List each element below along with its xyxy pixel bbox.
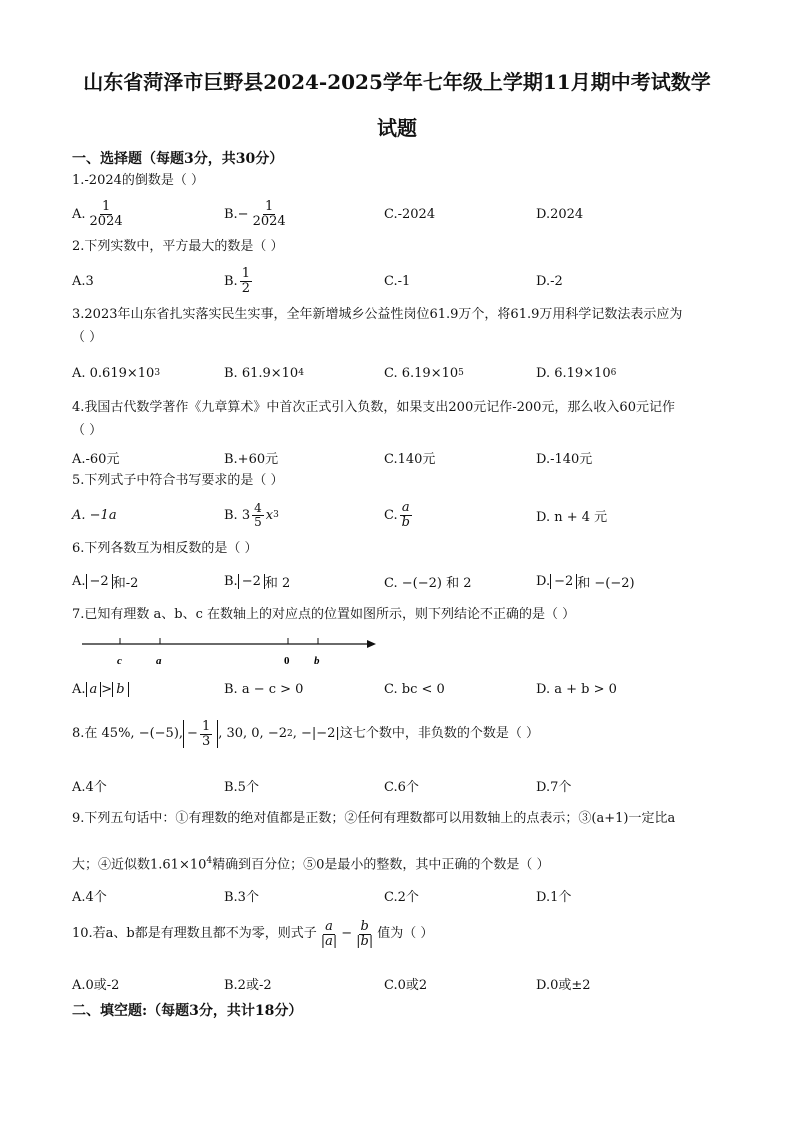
option-a[interactable]: A. 0.619×10 3 [72, 365, 161, 381]
option-d[interactable]: D. −2 和 −(−2) [536, 573, 635, 591]
question-10-stem: 10.若a、b都是有理数且都不为零，则式子 $\frac{a}{|a|}$ − $\frac{b}{|b|}$ 值为（ ） [72, 919, 434, 949]
option-b[interactable]: B. 3 $\frac{4}{5}$ x 3 [224, 500, 279, 529]
question-6-options [72, 564, 752, 598]
option-b[interactable]: B.+60元 [224, 451, 279, 467]
option-a[interactable]: A. $\frac{1}{2024}$ [72, 198, 123, 229]
option-c[interactable]: C.0或2 [384, 977, 428, 993]
option-a[interactable]: A. −1a [72, 507, 117, 523]
option-d[interactable]: D.2024 [536, 206, 584, 222]
option-d[interactable]: D.1个 [536, 889, 572, 905]
option-d[interactable]: D.-140元 [536, 451, 593, 467]
question-6-stem: 6.下列各数互为相反数的是（ ） [72, 541, 258, 556]
option-c[interactable]: C.6个 [384, 779, 419, 795]
axis-arrow-icon [367, 640, 376, 648]
option-d[interactable]: D. 6.19×10 6 [536, 365, 617, 381]
exam-title-line2: 试题 [377, 116, 417, 140]
question-3-paren: （ ） [72, 330, 103, 345]
question-4-stem: 4.我国古代数学著作《九章算术》中首次正式引入负数，如果支出200元记作-200元，那么收入60元记作 [72, 400, 675, 415]
question-5-options [72, 498, 752, 532]
option-c[interactable]: C.-2024 [384, 206, 436, 222]
option-b[interactable]: B.3个 [224, 889, 259, 905]
question-4-paren: （ ） [72, 423, 103, 438]
exam-title-line1: 山东省菏泽市巨野县2024-2025学年七年级上学期11月期中考试数学 [83, 70, 711, 94]
axis-label-b: b [314, 655, 320, 667]
option-a[interactable]: A.3 [72, 273, 94, 289]
question-10-options [72, 966, 752, 1000]
option-b[interactable]: B.2或-2 [224, 977, 272, 993]
option-c[interactable]: C.140元 [384, 451, 436, 467]
question-3-stem: 3.2023年山东省扎实落实民生实事，全年新增城乡公益性岗位61.9万个，将61.9万用科学记数法表示应为 [72, 307, 683, 322]
option-c[interactable]: C. −(−2) 和 2 [384, 575, 472, 591]
option-d[interactable]: D. a + b > 0 [536, 681, 617, 697]
option-a[interactable]: A.4个 [72, 889, 107, 905]
option-b[interactable]: B. a − c > 0 [224, 681, 304, 697]
option-c[interactable]: C.-1 [384, 273, 411, 289]
question-1-options [72, 197, 752, 231]
option-a[interactable]: A. a > b [72, 672, 129, 706]
question-8-options [72, 768, 752, 802]
question-9-stem: 9.下列五句话中：①有理数的绝对值都是正数；②任何有理数都可以用数轴上的点表示；③(a+1)一定比a [72, 811, 676, 826]
question-7-stem: 7.已知有理数 a、b、c 在数轴上的对应点的位置如图所示，则下列结论不正确的是（ ） [72, 607, 576, 622]
question-2-stem: 2.下列实数中，平方最大的数是（ ） [72, 239, 284, 254]
option-b[interactable]: B. $\frac{1}{2}$ [224, 265, 250, 296]
question-3-options [72, 356, 752, 390]
option-b[interactable]: B.− $\frac{1}{2024}$ [224, 198, 286, 229]
section-heading-fill: 二、填空题:（每题3分，共计18分） [72, 1003, 303, 1019]
option-c[interactable]: C. bc < 0 [384, 681, 445, 697]
question-9-options [72, 878, 752, 912]
option-c[interactable]: C. $\frac{a}{b}$ [384, 499, 410, 530]
option-d[interactable]: D.-2 [536, 273, 563, 289]
axis-label-c: c [117, 655, 122, 667]
option-b[interactable]: B. −2 和 2 [224, 573, 291, 591]
option-b[interactable]: B. 61.9×10 4 [224, 365, 304, 381]
option-d[interactable]: D. n + 4 元 [536, 509, 608, 525]
axis-label-zero: 0 [284, 655, 290, 667]
question-4-options [72, 440, 752, 474]
question-1-stem: 1.-2024的倒数是（ ） [72, 173, 205, 188]
question-9-stem-cont: 大；④近似数$1.61\times 10^4$精确到百分位；⑤0是最小的整数，其中正确的个数是（ ） [72, 856, 550, 873]
option-c[interactable]: C. 6.19×10 5 [384, 365, 464, 381]
question-5-stem: 5.下列式子中符合书写要求的是（ ） [72, 473, 284, 488]
option-d[interactable]: D.7个 [536, 779, 572, 795]
option-a[interactable]: A.-60元 [72, 451, 120, 467]
question-7-options [72, 672, 752, 706]
axis-label-a: a [156, 655, 162, 667]
option-a[interactable]: A.0或-2 [72, 977, 120, 993]
option-c[interactable]: C.2个 [384, 889, 419, 905]
question-2-options [72, 264, 752, 298]
option-d[interactable]: D.0或±2 [536, 977, 591, 993]
option-b[interactable]: B.5个 [224, 779, 259, 795]
number-line-figure [80, 630, 390, 670]
option-a[interactable]: A.4个 [72, 779, 107, 795]
section-heading-choice: 一、选择题（每题3分，共30分） [72, 151, 284, 167]
question-8-stem: 8.在 45%, −(−5), − $\frac{1}{3}$ , 30, 0, −2 2 , −|−2|这七个数中，非负数的个数是（ ） [72, 719, 539, 749]
option-a[interactable]: A. −2 和-2 [72, 573, 139, 591]
